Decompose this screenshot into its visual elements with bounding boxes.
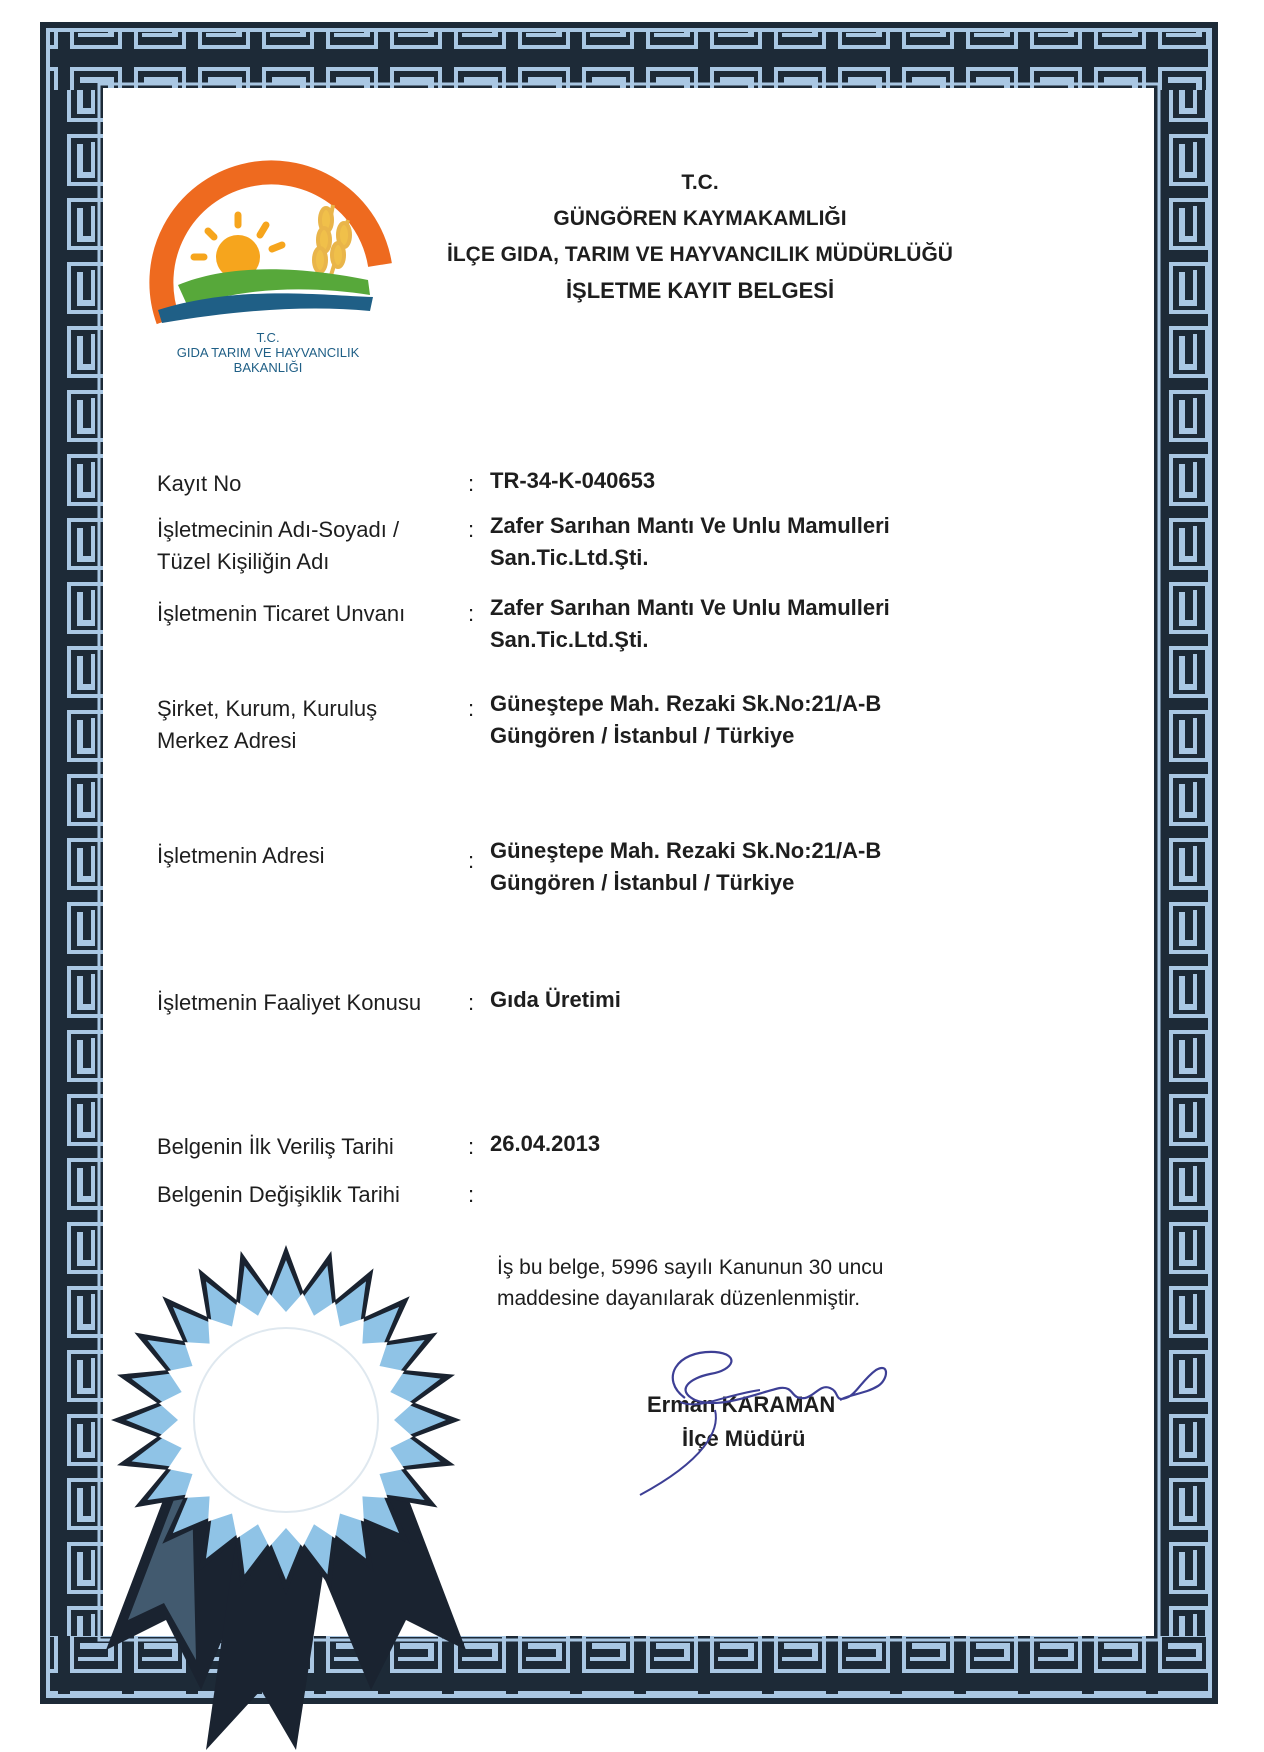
hq-address-label-line2: Merkez Adresi (157, 728, 297, 753)
handwritten-signature (620, 1340, 910, 1500)
operator-value-line1: Zafer Sarıhan Mantı Ve Unlu Mamulleri (490, 513, 890, 538)
document-header (380, 165, 1020, 309)
colon: : (468, 848, 475, 873)
colon: : (468, 601, 475, 626)
logo-tc: T.C. (256, 330, 280, 345)
header-tc: T.C. (681, 171, 719, 194)
activity-label: İşletmenin Faaliyet Konusu (157, 990, 422, 1015)
colon: : (468, 471, 475, 496)
colon: : (468, 517, 475, 542)
colon: : (468, 696, 475, 721)
registration-no-label: Kayıt No (157, 471, 242, 496)
operator-label (157, 514, 457, 578)
header-directorate: İLÇE GIDA, TARIM VE HAYVANCILIK MÜDÜRLÜĞÜ (447, 243, 953, 266)
signatory-name: Erman KARAMAN (647, 1392, 836, 1417)
first-issue-date-label: Belgenin İlk Veriliş Tarihi (157, 1134, 394, 1159)
modification-date-label: Belgenin Değişiklik Tarihi (157, 1182, 400, 1207)
colon: : (468, 990, 475, 1015)
hq-address-value (490, 688, 1010, 752)
operator-value (490, 510, 1010, 574)
hq-address-value-line2: Güngören / İstanbul / Türkiye (490, 723, 795, 748)
trade-name-value-line2: San.Tic.Ltd.Şti. (490, 627, 649, 652)
document-title: İŞLETME KAYIT BELGESİ (565, 278, 835, 303)
legal-statement-line1: İş bu belge, 5996 sayılı Kanunun 30 uncu (497, 1256, 884, 1279)
hq-address-value-line1: Güneştepe Mah. Rezaki Sk.No:21/A-B (490, 691, 882, 716)
business-address-value-line1: Güneştepe Mah. Rezaki Sk.No:21/A-B (490, 838, 882, 863)
signatory-title: İlçe Müdürü (682, 1426, 806, 1451)
logo-line1: GIDA TARIM VE HAYVANCILIK (176, 345, 360, 360)
trade-name-value (490, 592, 1010, 656)
registration-no-value: TR-34-K-040653 (490, 468, 656, 493)
hq-address-label (157, 693, 457, 757)
activity-value: Gıda Üretimi (490, 987, 621, 1012)
rosette-seal (96, 1220, 476, 1750)
operator-label-line1: İşletmecinin Adı-Soyadı / (157, 517, 400, 542)
trade-name-label: İşletmenin Ticaret Unvanı (157, 601, 406, 626)
operator-value-line2: San.Tic.Ltd.Şti. (490, 545, 649, 570)
logo-line2: BAKANLIĞI (233, 360, 303, 375)
hq-address-label-line1: Şirket, Kurum, Kuruluş (157, 696, 378, 721)
operator-label-line2: Tüzel Kişiliğin Adı (157, 549, 330, 574)
business-address-value (490, 835, 1010, 899)
legal-statement-line2: maddesine dayanılarak düzenlenmiştir. (497, 1287, 861, 1310)
colon: : (468, 1134, 475, 1159)
colon: : (468, 1182, 475, 1207)
ministry-logo-caption (148, 330, 388, 375)
trade-name-value-line1: Zafer Sarıhan Mantı Ve Unlu Mamulleri (490, 595, 890, 620)
business-address-label: İşletmenin Adresi (157, 843, 325, 868)
header-governorship: GÜNGÖREN KAYMAKAMLIĞI (553, 207, 847, 230)
business-address-value-line2: Güngören / İstanbul / Türkiye (490, 870, 795, 895)
legal-statement (497, 1252, 1017, 1314)
first-issue-date-value: 26.04.2013 (490, 1131, 601, 1156)
